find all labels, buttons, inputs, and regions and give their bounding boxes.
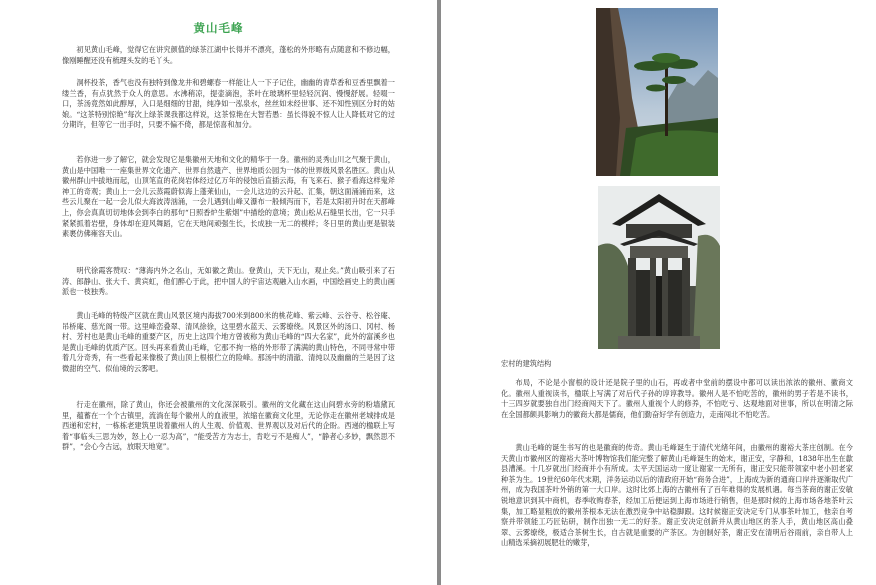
paragraph-huangshan: 若你进一步了解它，就会发现它是集徽州天地和文化的精华于一身。徽州的灵秀山川之气聚于黄山，黄山是中国唯一一座集世界文化遗产、世界自然遗产、世界地质公园为一体的世界级风景名胜区。黄山从徽州群山中拔地而起，山顶笔直的花岗岩体经过亿万年的侵蚀后直插云海，有飞来石、猴子看海这样鬼斧神工的奇观；黄山上一会儿云蒸霞蔚似海上蓬莱仙山，一会儿这边的云升起、汇集，朝这面涌涌而来，这些云儿聚在一起一会儿似大海波涛汹涌，一会儿遇到山峰又瀑布一般倾泻而下，若是太阳初升时在天都峰上，你会真真切切地体会到李白的那句“日照香炉生紫烟”中描绘的意境；黄山松从石缝里长出，它一只手紧紧抓着岩壁，身体却在迎风舞蹈，它在天地间顽强生长，长成独一无二的模样；冬日里的黄山更是银装素裹仿佛雍容天山。 (62, 155, 395, 239)
left-page (0, 0, 437, 585)
paragraph-huizhou-merchants: 布局，不论是小窗根的设计还是院子里的山石，再或者中堂前的摆设中都可以读出浓浓的徽州、徽商文化。徽州人重视读书，楹联上写满了对后代子孙的谆谆教导。徽州人是不怕吃苦的，徽州的男子若是不读书，十三四岁就要独自出门经商闯天下了。徽州人重视个人的修养，不怕吃亏、达观地面对世事，所以在明清之际在全国都颇具影响力的徽商大都是儒商，他们勤奋好学有创造力，走南闯北不怕吃苦。 (501, 378, 853, 419)
archway-photo (598, 186, 720, 349)
photo-caption: 宏村的建筑结构 (501, 359, 552, 368)
paragraph-brewing: 洞杯投茶，香气也没有独特到像龙井和碧螺春一样能让人一下子记住，幽幽的青草香和豆香里飘着一缕兰香，有点犹然于众人的意思。水沸稍凉，提壶滴泡，茶叶在玻璃杯里轻轻沉润、慢慢舒展。轻啜一口，茶汤竟然如此醇厚，入口是细细的甘甜，纯净如一泓泉水，丝丝如未经世事、还不知性别区分时的姑娘。“这茶特别惊艳”每次上绿茶课我都这样说，这茶惊艳在大智若愚：虽长得貌不惊人让人降低对它的过分期许，但等它一出手时，只要不偏不倚，都是惊喜和加分。 (62, 78, 395, 130)
paragraph-production-area: 黄山毛峰的特级产区就在黄山风景区境内海拔700米到800米的桃花峰、紫云峰、云谷寺、松谷庵、吊桥庵、慈光阁一带。这里峰峦叠翠、清风徐徐，这里碧水蓝天、云雾缭绕。风景区外的汤口、冈村、杨村、芳村也是黄山毛峰的重要产区，历史上这四个地方曾被称为黄山毛峰的“四大名家”，此外的富溪乡也是黄山毛峰的优质产区。回头再来看黄山毛峰，它那不拘一格的外形带了满满的黄山特色，不同寻常中带着几分奇秀，有一些看起来像极了黄山顶上根根伫立的险峰。那汤中的清澈、清纯以及幽幽的兰是因了这微甜的空气、似仙境的云雾吧。 (62, 311, 395, 373)
page-title: 黄山毛峰 (193, 21, 244, 35)
paragraph-intro: 初见黄山毛峰，觉得它在讲究颜值的绿茶江湖中长得并不漂亮，蓬松的外形略有点随意和不修边幅，像刚睡醒还没有梳理头发的毛丫头。 (62, 45, 395, 65)
paragraph-xu-xiake: 明代徐霞客赞叹：“薄海内外之名山，无如徽之黄山。登黄山，天下无山，观止矣。”黄山吸引来了石涛、郎静山、张大千、黄宾虹，他们醉心于此，把中国人的宇宙达观融入山水画，中国绘画史上的黄山画派也一枝独秀。 (62, 266, 395, 297)
right-page (441, 0, 876, 585)
paragraph-origin-story: 黄山毛峰的诞生书写的也是徽商的传奇。黄山毛峰诞生于清代光绪年间，由徽州的谢裕大茶庄创制。在今天黄山市徽州区的谢裕大茶叶博物馆我们能完整了解黄山毛峰诞生的始末，谢正安，字静和，1838年出生在歙县漕溪。十几岁就出门经商并小有所成。太平天国运动一度让谢家一无所有，谢正安只能带领家中老小回老家种茶为生。19世纪60年代末期，洋务运动以后的清政府开始“商务合进”，上海成为新的通商口岸并逐渐取代广州，成为我国茶叶外销的第一大口岸。这时比郊上海的古徽州有了百年难得的发展机遇。每当茶商的谢正安敏锐地意识到其中商机，春季收购春茶，经加工后便运到上海市场进行销售，但是那时候的上海市场各地茶叶云集，加工略显粗放的徽州茶根本无法在激烈竞争中站稳脚跟。这时候谢正安决定专门从事茶叶加工，他亲自考察并带领能工巧匠钻研，制作出独一无二的好茶。谢正安决定创新并从黄山地区的茶人手，黄山地区高山叠翠、云雾缭绕，极适合茶树生长，自古就是重要的产茶区。为创制好茶，谢正安在清明后谷雨前，亲自带人上山精选采摘初展肥壮的嫩芽， (501, 443, 853, 548)
huangshan-pine-photo (596, 8, 718, 176)
paragraph-huizhou-culture: 行走在徽州，除了黄山，你还会被徽州的文化深深吸引。徽州的文化藏在这山间碧水旁的粉墙黛瓦里，蕴蓄在一个个古镇里，流淌在每个徽州人的血液里，浓缩在徽商文化里，无论你走在徽州老城排成是西递和宏村，一栋栋老建筑里说着徽州人的人生观、价值观、世界观以及对后代的企盼。西递的楹联上写着“事临头三思为妙，怒上心一忍为高”，“能受苦方为志士，肯吃亏不是痴人”，“静者心多妙，飘然思不群”，“会心今古远，放眼天地宽”。 (62, 400, 395, 452)
